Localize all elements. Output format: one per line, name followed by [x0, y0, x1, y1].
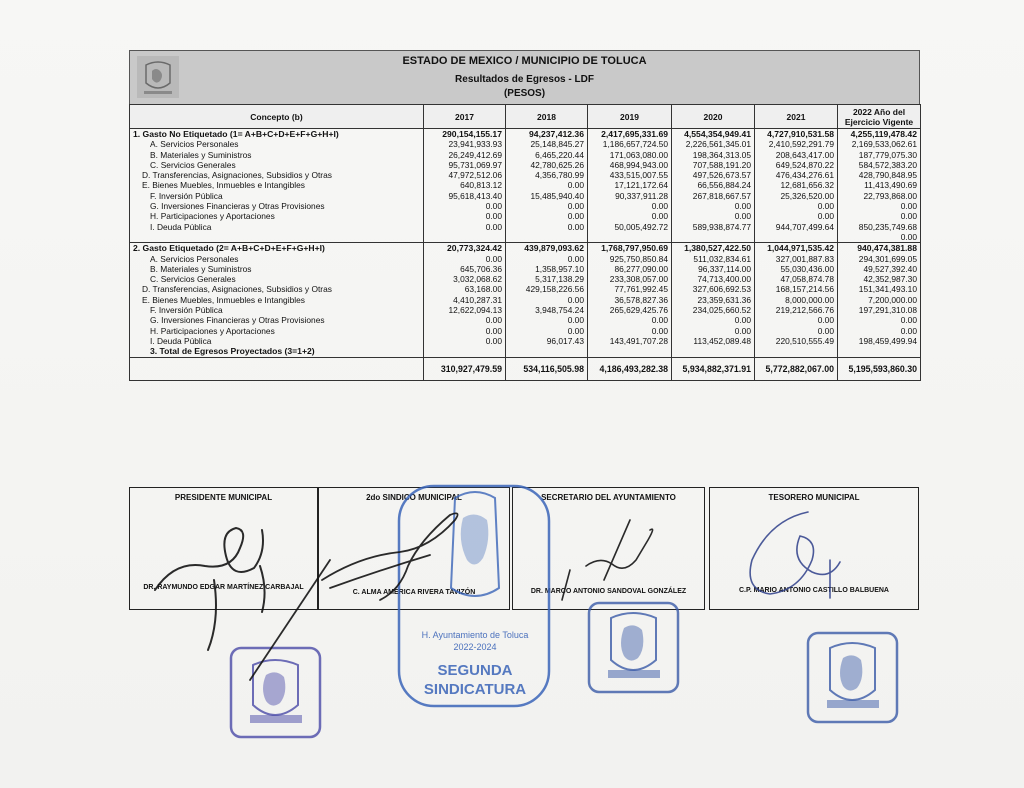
column-header: 2020 — [672, 105, 755, 129]
row-concept: C. Servicios Generales — [130, 160, 424, 170]
row-value: 327,001,887.83 — [755, 254, 838, 264]
row-value: 1,358,957.10 — [506, 264, 588, 274]
row-value: 707,588,191.20 — [672, 160, 755, 170]
total-value: 534,116,505.98 — [506, 357, 588, 380]
row-value: 0.00 — [506, 180, 588, 190]
row-value: 96,337,114.00 — [672, 264, 755, 274]
row-value: 944,707,499.64 — [755, 222, 838, 232]
row-value: 294,301,699.05 — [838, 254, 921, 264]
report-units: (PESOS) — [503, 88, 546, 99]
row-value: 23,359,631.36 — [672, 295, 755, 305]
row-value: 0.00 — [672, 201, 755, 211]
row-value: 0.00 — [506, 201, 588, 211]
row-value: 0.00 — [838, 211, 921, 221]
row-value: 428,790,848.95 — [838, 170, 921, 180]
row-value: 0.00 — [755, 211, 838, 221]
row-value: 429,158,226.56 — [506, 284, 588, 294]
row-value: 4,410,287.31 — [424, 295, 506, 305]
row-concept: B. Materiales y Suministros — [130, 150, 424, 160]
row-value: 113,452,089.48 — [672, 336, 755, 346]
row-value: 90,337,911.28 — [588, 191, 672, 201]
stamp-line-3: SEGUNDA — [437, 662, 513, 679]
row-value: 171,063,080.00 — [588, 150, 672, 160]
row-value: 925,750,850.84 — [588, 254, 672, 264]
column-header: 2021 — [755, 105, 838, 129]
row-value: 0.00 — [506, 295, 588, 305]
report-title: ESTADO DE MEXICO / MUNICIPIO DE TOLUCA — [402, 55, 647, 67]
row-value: 0.00 — [588, 315, 672, 325]
row-value: 0.00 — [424, 211, 506, 221]
signature-role: SECRETARIO DEL AYUNTAMIENTO — [541, 493, 676, 502]
signature-secretario-strokes — [562, 520, 653, 600]
row-concept: F. Inversión Pública — [130, 191, 424, 201]
row-concept: 2. Gasto Etiquetado (2= A+B+C+D+E+F+G+H+I) — [130, 243, 424, 254]
signature-sindico-strokes — [250, 513, 458, 680]
row-value: 0.00 — [838, 326, 921, 336]
row-value: 66,556,884.24 — [672, 180, 755, 190]
row-value: 649,524,870.22 — [755, 160, 838, 170]
row-value: 0.00 — [588, 326, 672, 336]
total-value: 310,927,479.59 — [424, 357, 506, 380]
row-value: 589,938,874.77 — [672, 222, 755, 232]
row-value: 0.00 — [424, 315, 506, 325]
row-value: 74,713,400.00 — [672, 274, 755, 284]
row-value: 439,879,093.62 — [506, 243, 588, 254]
row-value: 20,773,324.42 — [424, 243, 506, 254]
row-value: 219,212,566.76 — [755, 305, 838, 315]
total-value: 5,195,593,860.30 — [838, 357, 921, 380]
row-concept: D. Transferencias, Asignaciones, Subsidios y Otras — [130, 284, 424, 294]
stamp-line-4: SINDICATURA — [423, 681, 527, 698]
total-label: 3. Total de Egresos Proyectados (3=1+2) — [130, 346, 424, 357]
row-value: 25,326,520.00 — [755, 191, 838, 201]
row-value: 0.00 — [506, 315, 588, 325]
row-value: 0.00 — [838, 201, 921, 211]
row-value: 0.00 — [755, 201, 838, 211]
row-value: 3,032,068.62 — [424, 274, 506, 284]
row-value: 26,249,412.69 — [424, 150, 506, 160]
signature-role: TESORERO MUNICIPAL — [768, 493, 860, 502]
row-value: 0.00 — [506, 211, 588, 221]
row-value: 327,606,692.53 — [672, 284, 755, 294]
row-value: 151,341,493.10 — [838, 284, 921, 294]
row-value: 497,526,673.57 — [672, 170, 755, 180]
row-value: 290,154,155.17 — [424, 129, 506, 140]
row-concept: F. Inversión Pública — [130, 305, 424, 315]
row-value: 86,277,090.00 — [588, 264, 672, 274]
row-concept: C. Servicios Generales — [130, 274, 424, 284]
row-value: 220,510,555.49 — [755, 336, 838, 346]
row-value: 168,157,214.56 — [755, 284, 838, 294]
row-value: 4,554,354,949.41 — [672, 129, 755, 140]
row-value: 2,226,561,345.01 — [672, 139, 755, 149]
row-concept: I. Deuda Pública — [130, 222, 424, 232]
column-header: 2019 — [588, 105, 672, 129]
row-value: 15,485,940.40 — [506, 191, 588, 201]
row-value: 50,005,492.72 — [588, 222, 672, 232]
signature-name: C. ALMA AMÉRICA RIVERA TAVIZÓN — [352, 589, 476, 596]
row-value: 1,186,657,724.50 — [588, 139, 672, 149]
row-value: 0.00 — [588, 201, 672, 211]
row-value: 95,731,069.97 — [424, 160, 506, 170]
column-header: 2022 Año del Ejercicio Vigente — [838, 105, 921, 129]
row-value: 22,793,868.00 — [838, 191, 921, 201]
row-value: 63,168.00 — [424, 284, 506, 294]
row-value: 11,413,490.69 — [838, 180, 921, 190]
row-value: 7,200,000.00 — [838, 295, 921, 305]
row-value: 12,622,094.13 — [424, 305, 506, 315]
row-value: 198,364,313.05 — [672, 150, 755, 160]
row-value: 433,515,007.55 — [588, 170, 672, 180]
row-value: 0.00 — [424, 336, 506, 346]
row-concept: H. Participaciones y Aportaciones — [130, 211, 424, 221]
report-subtitle: Resultados de Egresos - LDF — [455, 74, 594, 85]
row-value: 0.00 — [424, 222, 506, 232]
row-concept: A. Servicios Personales — [130, 139, 424, 149]
signature-name: DR. MARCO ANTONIO SANDOVAL GONZÁLEZ — [530, 588, 687, 595]
row-value: 584,572,383.20 — [838, 160, 921, 170]
row-concept: B. Materiales y Suministros — [130, 264, 424, 274]
row-concept: E. Bienes Muebles, Inmuebles e Intangibles — [130, 295, 424, 305]
row-value: 4,727,910,531.58 — [755, 129, 838, 140]
row-value: 94,237,412.36 — [506, 129, 588, 140]
row-value: 1,380,527,422.50 — [672, 243, 755, 254]
row-concept: E. Bienes Muebles, Inmuebles e Intangibles — [130, 180, 424, 190]
row-value: 234,025,660.52 — [672, 305, 755, 315]
row-concept: H. Participaciones y Aportaciones — [130, 326, 424, 336]
row-value: 0.00 — [424, 201, 506, 211]
row-value: 1,768,797,950.69 — [588, 243, 672, 254]
row-value: 49,527,392.40 — [838, 264, 921, 274]
signature-tesorero-strokes — [750, 512, 840, 598]
row-value: 640,813.12 — [424, 180, 506, 190]
row-value: 187,779,075.30 — [838, 150, 921, 160]
row-value: 940,474,381.88 — [838, 243, 921, 254]
row-value: 47,058,874.78 — [755, 274, 838, 284]
row-value: 12,681,656.32 — [755, 180, 838, 190]
stamp-line-1: H. Ayuntamiento de Toluca — [421, 630, 529, 640]
row-value: 198,459,499.94 — [838, 336, 921, 346]
row-value: 6,465,220.44 — [506, 150, 588, 160]
row-concept: G. Inversiones Financieras y Otras Provisiones — [130, 201, 424, 211]
row-value: 96,017.43 — [506, 336, 588, 346]
row-value: 5,317,138.29 — [506, 274, 588, 284]
row-value: 47,972,512.06 — [424, 170, 506, 180]
column-header: 2017 — [424, 105, 506, 129]
signature-name: C.P. MARIO ANTONIO CASTILLO BALBUENA — [739, 587, 889, 594]
row-value: 2,410,592,291.79 — [755, 139, 838, 149]
row-value: 17,121,172.64 — [588, 180, 672, 190]
row-value: 23,941,933.93 — [424, 139, 506, 149]
row-concept: D. Transferencias, Asignaciones, Subsidios y Otras — [130, 170, 424, 180]
row-concept: A. Servicios Personales — [130, 254, 424, 264]
row-value: 197,291,310.08 — [838, 305, 921, 315]
total-value: 5,772,882,067.00 — [755, 357, 838, 380]
signature-name: DR. RAYMUNDO EDGAR MARTÍNEZ CARBAJAL — [143, 584, 304, 591]
row-value: 0.00 — [672, 315, 755, 325]
row-value: 233,308,057.00 — [588, 274, 672, 284]
row-value: 42,780,625.26 — [506, 160, 588, 170]
row-value: 77,761,992.45 — [588, 284, 672, 294]
row-value: 208,643,417.00 — [755, 150, 838, 160]
row-value: 0.00 — [588, 211, 672, 221]
row-value: 4,255,119,478.42 — [838, 129, 921, 140]
row-value: 645,706.36 — [424, 264, 506, 274]
row-value: 1,044,971,535.42 — [755, 243, 838, 254]
row-value: 0.00 — [672, 211, 755, 221]
row-value: 8,000,000.00 — [755, 295, 838, 305]
row-value: 2,417,695,331.69 — [588, 129, 672, 140]
row-value: 511,032,834.61 — [672, 254, 755, 264]
row-value: 850,235,749.68 — [838, 222, 921, 232]
column-header: 2018 — [506, 105, 588, 129]
row-value: 476,434,276.61 — [755, 170, 838, 180]
signature-president-strokes — [155, 528, 265, 650]
row-value: 95,618,413.40 — [424, 191, 506, 201]
row-concept: G. Inversiones Financieras y Otras Provisiones — [130, 315, 424, 325]
row-value: 468,994,943.00 — [588, 160, 672, 170]
total-value: 5,934,882,371.91 — [672, 357, 755, 380]
row-value: 267,818,667.57 — [672, 191, 755, 201]
row-value: 3,948,754.24 — [506, 305, 588, 315]
row-value: 265,629,425.76 — [588, 305, 672, 315]
row-concept: I. Deuda Pública — [130, 336, 424, 346]
row-value: 25,148,845.27 — [506, 139, 588, 149]
row-value: 0.00 — [506, 254, 588, 264]
row-concept: 1. Gasto No Etiquetado (1= A+B+C+D+E+F+G+H+I) — [130, 129, 424, 140]
stamp-line-2: 2022-2024 — [453, 642, 497, 652]
signature-role: 2do SINDICO MUNICIPAL — [366, 493, 462, 502]
row-value: 143,491,707.28 — [588, 336, 672, 346]
column-header: Concepto (b) — [130, 105, 424, 129]
row-value: 0.00 — [424, 326, 506, 336]
row-value: 36,578,827.36 — [588, 295, 672, 305]
row-value: 0.00 — [506, 222, 588, 232]
row-value: 2,169,533,062.61 — [838, 139, 921, 149]
row-value: 0.00 — [424, 254, 506, 264]
row-value: 0.00 — [755, 315, 838, 325]
row-value: 0.00 — [506, 326, 588, 336]
row-value: 0.00 — [838, 232, 921, 243]
total-value: 4,186,493,282.38 — [588, 357, 672, 380]
row-value: 4,356,780.99 — [506, 170, 588, 180]
row-value: 42,352,987.30 — [838, 274, 921, 284]
row-value: 0.00 — [838, 315, 921, 325]
row-value: 0.00 — [672, 326, 755, 336]
signature-role: PRESIDENTE MUNICIPAL — [174, 493, 273, 502]
row-value: 0.00 — [755, 326, 838, 336]
row-value: 55,030,436.00 — [755, 264, 838, 274]
